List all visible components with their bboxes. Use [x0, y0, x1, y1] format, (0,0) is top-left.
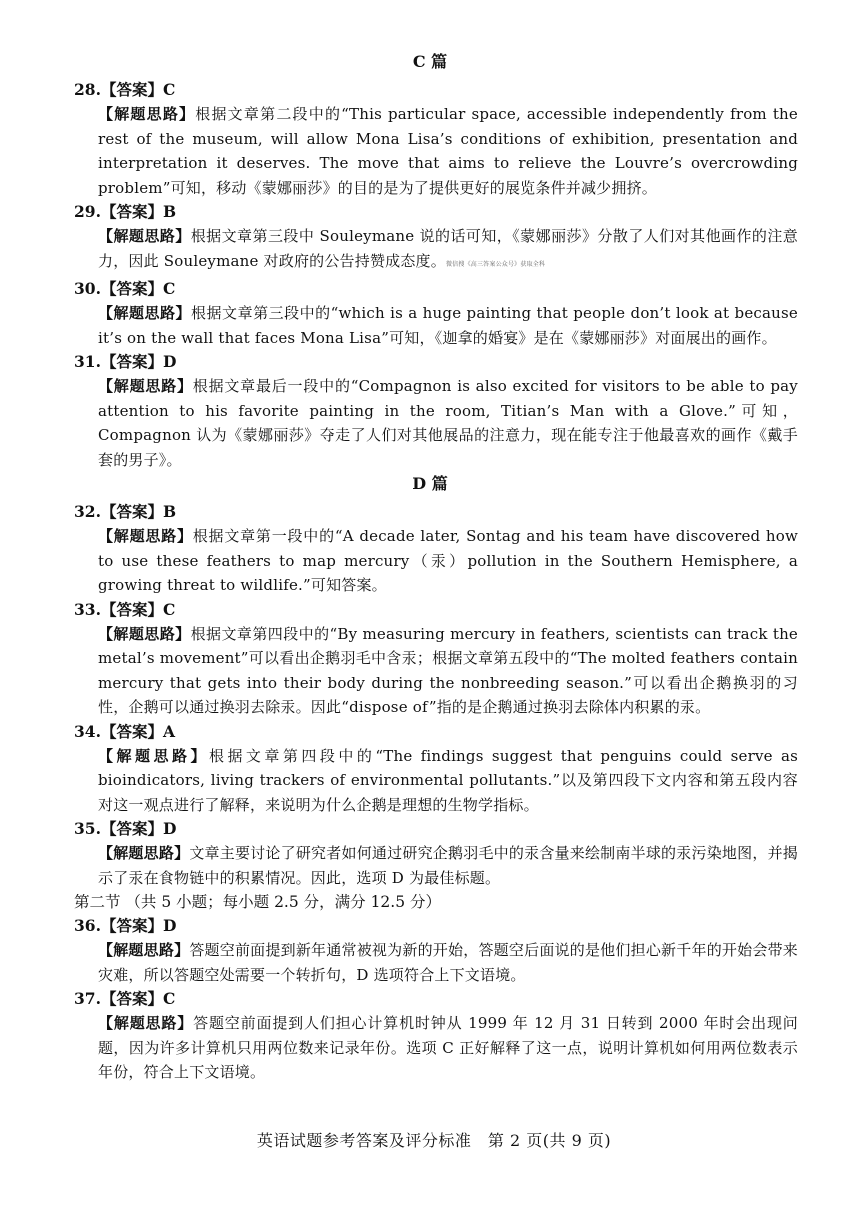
question-37-explanation [98, 1011, 798, 1085]
question-number: 28. [74, 80, 101, 99]
part2-header: 第二节 （共 5 小题；每小题 2.5 分，满分 12.5 分） [74, 893, 442, 911]
question-number: 37. [74, 989, 101, 1008]
question-number: 33. [74, 599, 101, 619]
answer-label: 【答案】 [100, 502, 163, 521]
question-30-answer-line [74, 277, 798, 301]
explanation-text: 根据文章第一段中的“A decade later, Sontag and his team have discovered how to use these feathers to map mercury（汞）pollution in the Southern Hemisphere, a growing threat to wildlife.”可知答案。 [98, 527, 799, 594]
watermark-note: 微信搜《高三答案公众号》获取全科 [445, 260, 546, 268]
question-28-explanation [98, 102, 798, 200]
question-37-answer-line [74, 987, 798, 1011]
question-33-answer-line [74, 598, 798, 622]
explanation-label: 【解题思路】 [98, 527, 193, 545]
section-c-title: C 篇 [412, 52, 448, 71]
answer-label: 【答案】 [100, 819, 163, 838]
question-number: 31. [74, 352, 101, 371]
answer-label: 【答案】 [100, 352, 163, 371]
answer-letter: B [162, 202, 177, 221]
explanation-label: 【解题思路】 [98, 624, 191, 643]
explanation-text: 根据文章第四段中的“The findings suggest that penguins could serve as bioindicators, living trackers of environmental pollutants.”以及第四段下文内容和第五段内容对这一观点进行了解释，来说明为什么企鹅是理想的生物学指标。 [98, 746, 798, 814]
explanation-label: 【解题思路】 [98, 105, 196, 123]
explanation-text: 根据文章第二段中的“This particular space, accessible independently from the rest of the museum, will allow Mona Lisa’s conditions of exhibition, presentation and interpretation it deserves. The move that aims to relieve the Louvre’s overcrowding problem”可知，移动《蒙娜丽莎》的目的是为了提供更好的展览条件并减少拥挤。 [98, 105, 798, 197]
explanation-text: 根据文章第四段中的“By measuring mercury in feathers, scientists can track the metal’s movement”可以看出企鹅羽毛中含汞；根据文章第五段中的“The molted feathers contain mercury that gets into their body during the nonbreeding season.”可以看出企鹅换羽的习性，企鹅可以通过换羽去除汞。因此“dispose of”指的是企鹅通过换羽去除体内积累的汞。 [98, 624, 799, 716]
question-29-explanation [98, 224, 798, 277]
explanation-label: 【解题思路】 [98, 746, 209, 765]
answer-letter: C [162, 599, 176, 619]
question-36-explanation [98, 938, 798, 987]
explanation-text: 根据文章第三段中的“which is a huge painting that people don’t look at because it’s on the wall that faces Mona Lisa”可知，《迦拿的婚宴》是在《蒙娜丽莎》对面展出的画作。 [98, 304, 799, 347]
answer-letter: D [162, 352, 177, 371]
explanation-text: 根据文章第三段中 Souleymane 说的话可知，《蒙娜丽莎》分散了人们对其他画作的注意力，因此 Souleymane 对政府的公告持赞成态度。 [98, 227, 799, 270]
explanation-text: 文章主要讨论了研究者如何通过研究企鹅羽毛中的汞含量来绘制南半球的汞污染地图，并揭示了汞在食物链中的积累情况。因此，选项 D 为最佳标题。 [98, 844, 798, 887]
explanation-text: 答题空前面提到新年通常被视为新的开始，答题空后面说的是他们担心新千年的开始会带来灾难，所以答题空处需要一个转折句，D 选项符合上下文语境。 [98, 941, 798, 984]
question-29-answer-line [74, 200, 798, 224]
answer-letter: C [162, 989, 176, 1008]
answer-label: 【答案】 [100, 989, 163, 1008]
answer-letter: B [162, 502, 177, 521]
section-d-title: D 篇 [412, 474, 448, 493]
question-34-explanation [98, 744, 798, 818]
question-32-explanation [98, 524, 798, 598]
answer-label: 【答案】 [100, 202, 163, 221]
explanation-text: 根据文章最后一段中的“Compagnon is also excited for visitors to be able to pay attention to his favorite painting in the room, Titian’s Man with a Glove.”可知，Compagnon 认为《蒙娜丽莎》夺走了人们对其他展品的注意力，现在能专注于他最喜欢的画作《戴手套的男子》。 [98, 377, 798, 469]
question-number: 29. [74, 202, 101, 221]
answer-label: 【答案】 [100, 721, 163, 741]
question-31-explanation [98, 374, 798, 472]
question-35-explanation [98, 841, 798, 890]
answer-letter: A [162, 721, 176, 741]
answer-label: 【答案】 [100, 916, 163, 935]
question-number: 35. [74, 819, 101, 838]
answer-label: 【答案】 [100, 80, 163, 99]
explanation-label: 【解题思路】 [98, 304, 192, 322]
explanation-label: 【解题思路】 [98, 844, 190, 862]
answer-letter: D [162, 916, 177, 935]
question-number: 32. [74, 502, 101, 521]
question-28-answer-line [74, 78, 798, 102]
question-number: 34. [74, 721, 101, 741]
question-30-explanation [98, 301, 798, 350]
answer-letter: C [162, 80, 176, 99]
answer-letter: D [162, 819, 177, 838]
explanation-label: 【解题思路】 [98, 941, 190, 959]
answer-label: 【答案】 [100, 279, 163, 298]
page-footer: 英语试题参考答案及评分标准 第 2 页(共 9 页) [256, 1131, 612, 1150]
explanation-label: 【解题思路】 [98, 227, 191, 245]
question-33-explanation [98, 622, 798, 720]
question-number: 36. [74, 916, 101, 935]
explanation-label: 【解题思路】 [98, 377, 193, 395]
question-35-answer-line [74, 817, 798, 841]
answer-letter: C [162, 279, 176, 298]
question-number: 30. [74, 279, 101, 298]
question-32-answer-line [74, 500, 798, 524]
question-31-answer-line [74, 350, 798, 374]
page-content [62, 50, 798, 1085]
explanation-label: 【解题思路】 [98, 1014, 194, 1032]
answer-label: 【答案】 [100, 599, 163, 619]
explanation-text: 答题空前面提到人们担心计算机时钟从 1999 年 12 月 31 日转到 2000 年时会出现问题，因为许多计算机只用两位数来记录年份。选项 C 正好解释了这一点，说明计算机如何用两位数表示年份，符合上下文语境。 [98, 1014, 798, 1081]
question-34-answer-line [74, 720, 798, 744]
question-36-answer-line [74, 914, 798, 938]
